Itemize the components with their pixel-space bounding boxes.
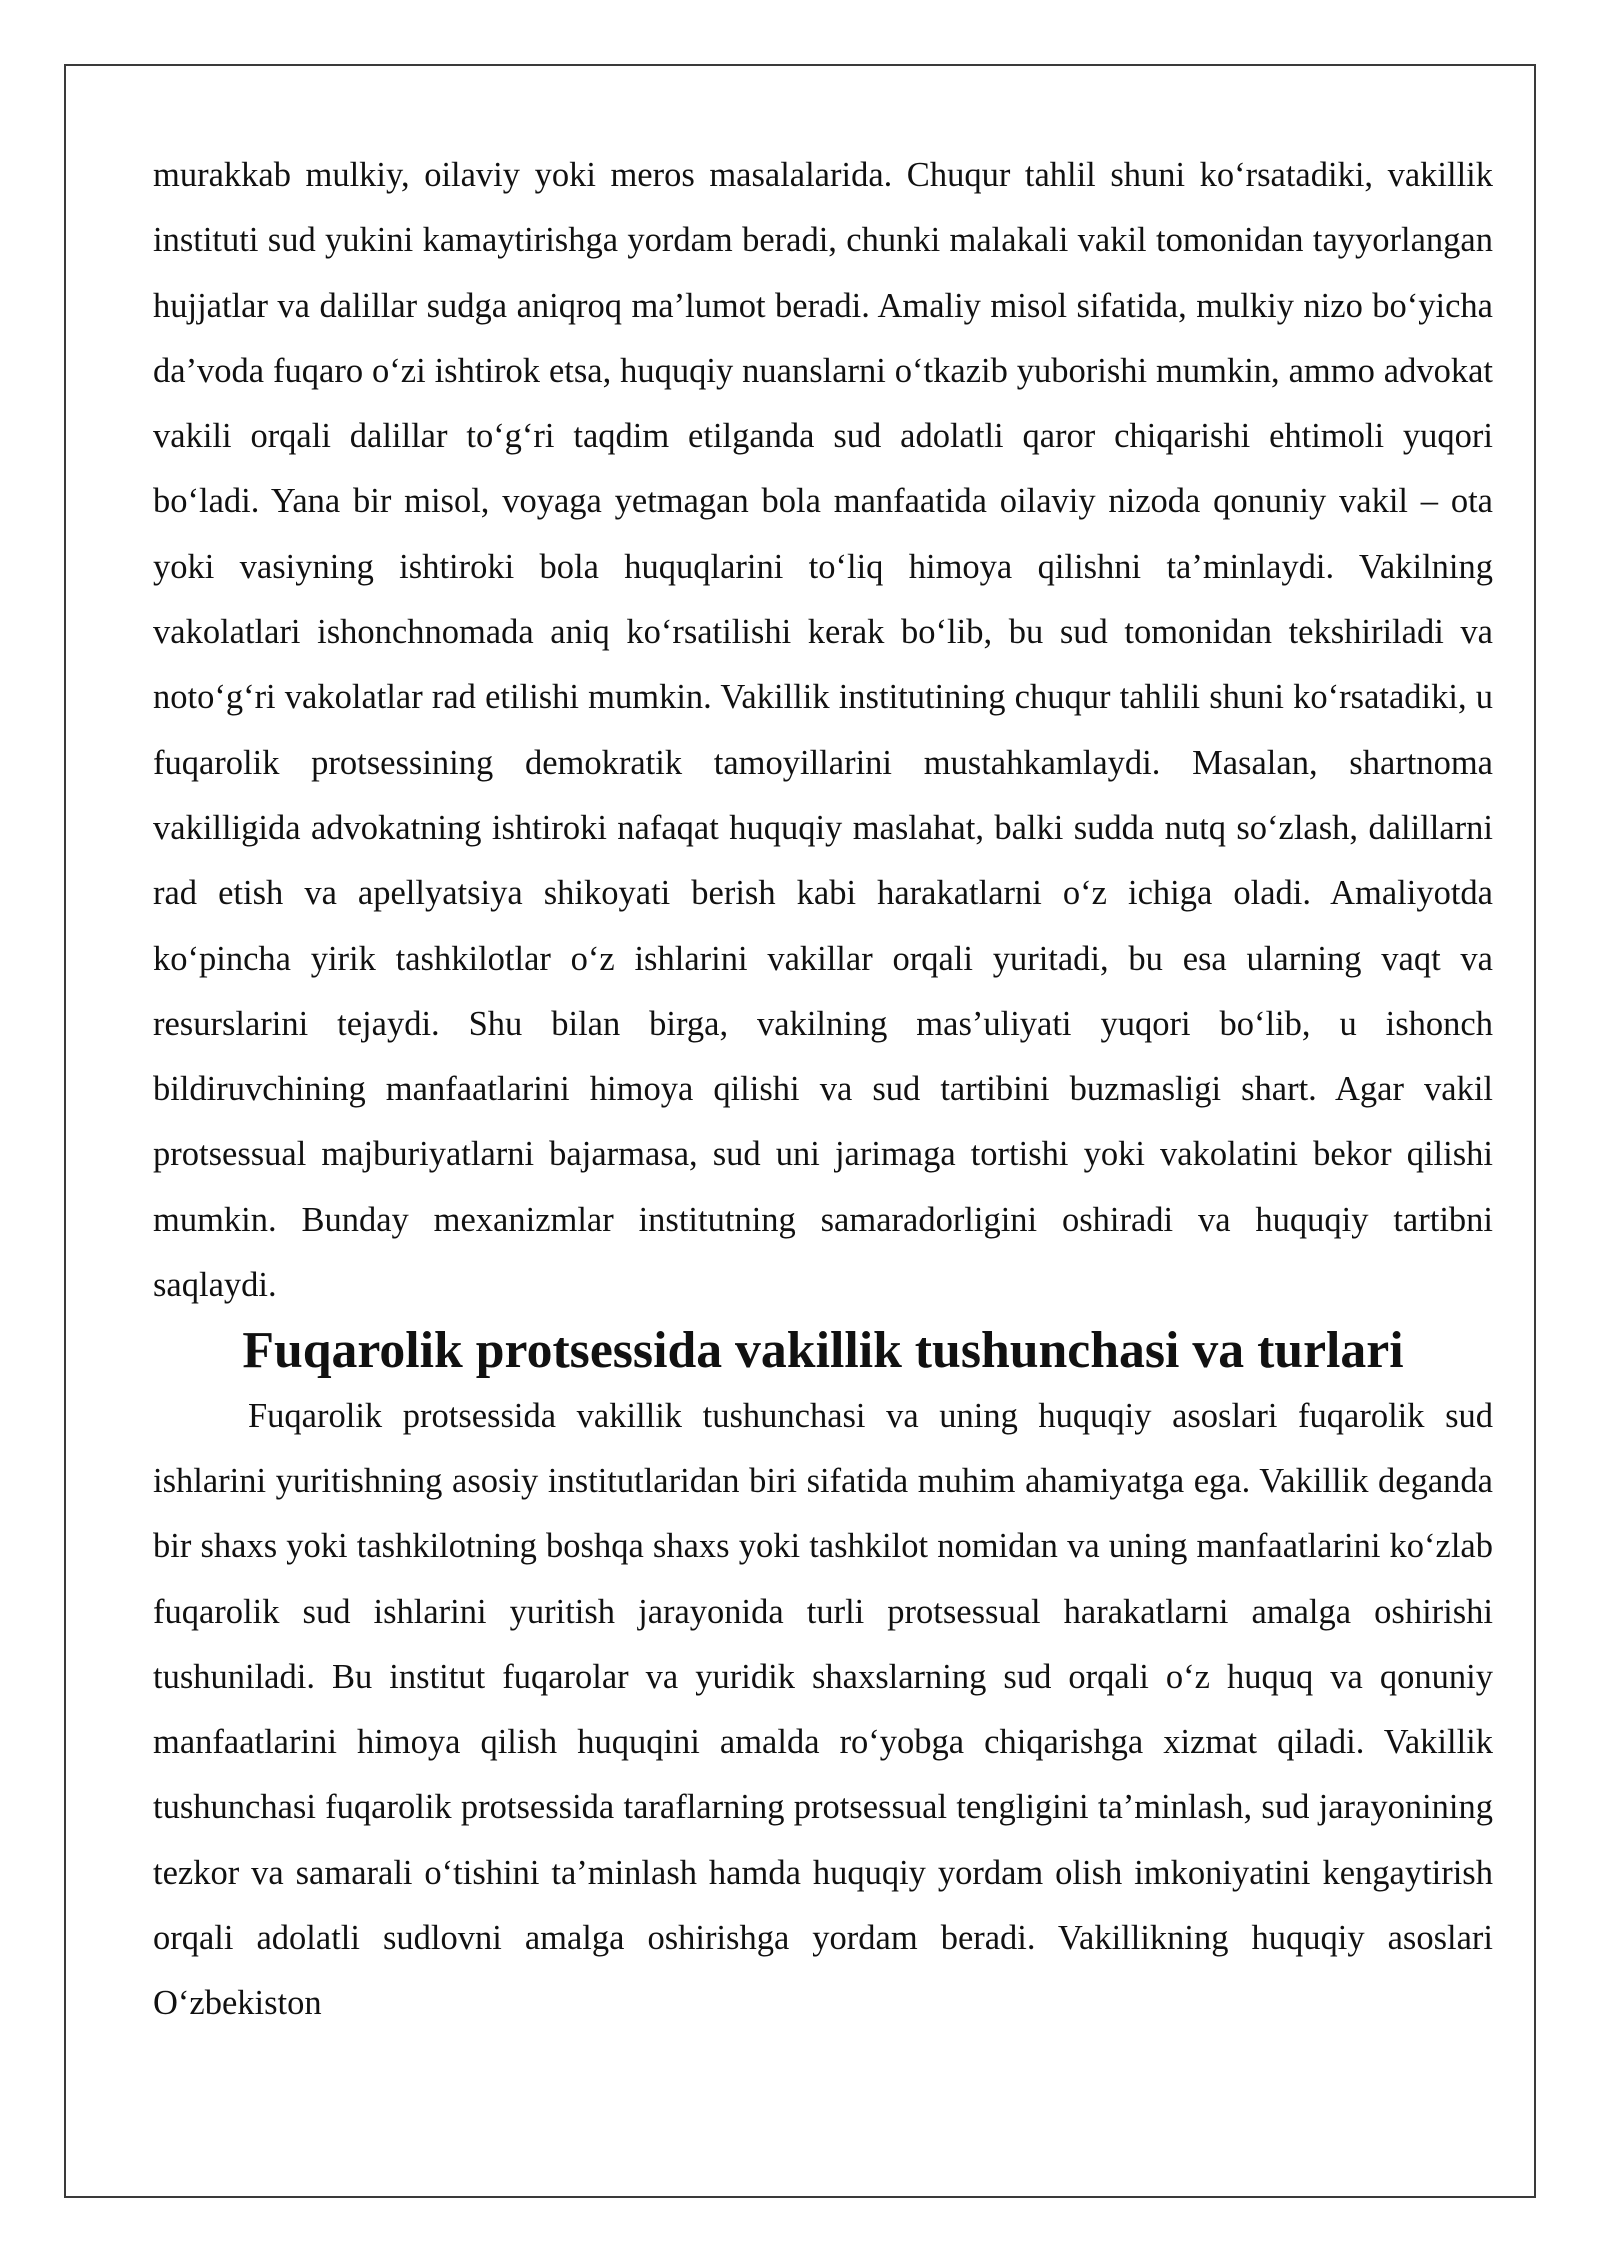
body-paragraph-continued: murakkab mulkiy, oilaviy yoki meros masalalarida. Chuqur tahlil shuni ko‘rsatadiki, vakillik instituti sud yukini kamaytirishga yordam beradi, chunki malakali vakil tomonidan tayyorlangan hujjatlar va dalillar sudga aniqroq ma’lumot beradi. Amaliy misol sifatida, mulkiy nizo bo‘yicha da’voda fuqaro o‘zi ishtirok etsa, huquqiy nuanslarni o‘tkazib yuborishi mumkin, ammo advokat vakili orqali dalillar to‘g‘ri taqdim etilganda sud adolatli qaror chiqarishi ehtimoli yuqori bo‘ladi. Yana bir misol, voyaga yetmagan bola manfaatida oilaviy nizoda qonuniy vakil – ota yoki vasiyning ishtiroki bola huquqlarini to‘liq himoya qilishni ta’minlaydi. Vakilning vakolatlari ishonchnomada aniq ko‘rsatilishi kerak bo‘lib, bu sud tomonidan tekshiriladi va noto‘g‘ri vakolatlar rad etilishi mumkin. Vakillik institutining chuqur tahlili shuni ko‘rsatadiki, u fuqarolik protsessining demokratik tamoyillarini mustahkamlaydi. Masalan, shartnoma vakilligida advokatning ishtiroki nafaqat huquqiy maslahat, balki sudda nutq so‘zlash, dalillarni rad etish va apellyatsiya shikoyati berish kabi harakatlarni o‘z ichiga oladi. Amaliyotda ko‘pincha yirik tashkilotlar o‘z ishlarini vakillar orqali yuritadi, bu esa ularning vaqt va resurslarini tejaydi. Shu bilan birga, vakilning mas’uliyati yuqori bo‘lib, u ishonch bildiruvchining manfaatlarini himoya qilishi va sud tartibini buzmasligi shart. Agar vakil protsessual majburiyatlarni bajarmasa, sud uni jarimaga tortishi yoki vakolatini bekor qilishi mumkin. Bunday mexanizmlar institutning samaradorligini oshiradi va huquqiy tartibni saqlaydi.	[153, 156, 1493, 1305]
page-content	[153, 143, 1493, 2037]
section-heading: Fuqarolik protsessida vakillik tushunchasi va turlari	[242, 1322, 1404, 1380]
body-paragraph-intro: Fuqarolik protsessida vakillik tushunchasi va uning huquqiy asoslari fuqarolik sud ishlarini yuritishning asosiy institutlaridan biri sifatida muhim ahamiyatga ega. Vakillik deganda bir shaxs yoki tashkilotning boshqa shaxs yoki tashkilot nomidan va uning manfaatlarini ko‘zlab fuqarolik sud ishlarini yuritish jarayonida turli protsessual harakatlarni amalga oshirishi tushuniladi. Bu institut fuqarolar va yuridik shaxslarning sud orqali o‘z huquq va qonuniy manfaatlarini himoya qilish huquqini amalda ro‘yobga chiqarishga xizmat qiladi. Vakillik tushunchasi fuqarolik protsessida taraflarning protsessual tengligini ta’minlash, sud jarayonining tezkor va samarali o‘tishini ta’minlash hamda huquqiy yordam olish imkoniyatini kengaytirish orqali adolatli sudlovni amalga oshirishga yordam beradi. Vakillikning huquqiy asoslari O‘zbekiston	[153, 1396, 1493, 2023]
